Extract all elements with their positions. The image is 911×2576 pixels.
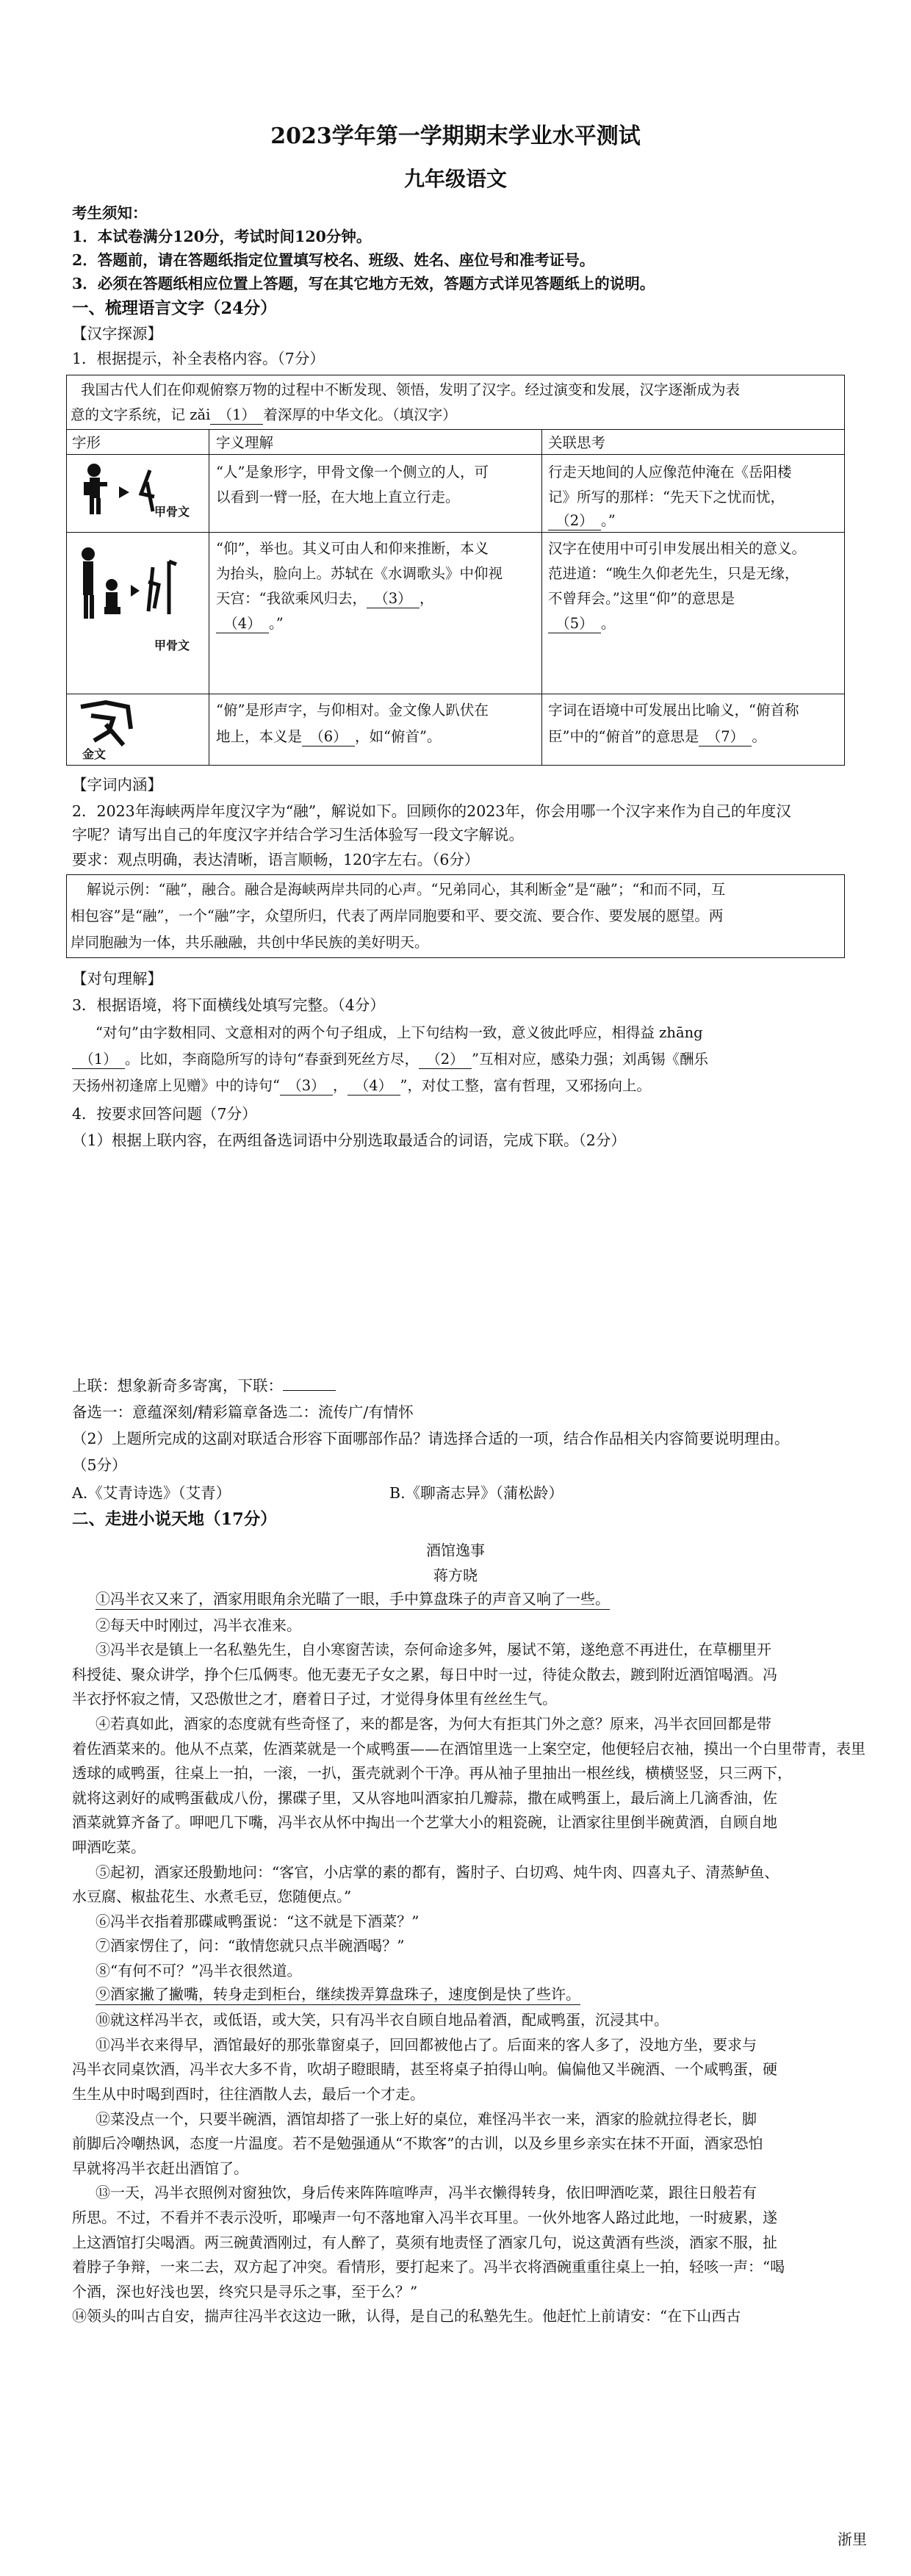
table-intro-line [71,403,835,427]
row2-meaning: “仰”，举也。其义可由人和仰来推断，本义 [216,540,489,557]
notice-item: 2．答题前，请在答题纸指定位置填写校名、班级、姓名、座位号和准考证号。 [72,251,595,269]
couplet-answer-blank[interactable] [283,1390,336,1391]
glyph-label: 甲骨文 [154,638,190,652]
section-heading: 一、梳理语言文字（24分） [72,299,277,318]
answer-blank-q3-4[interactable]: （4） [348,1077,400,1095]
story-line: ⑫菜没点一个，只要半碗酒，酒馆却搭了一张上好的桌位，难怪冯半衣一来，酒家的脸就拉得老长，脚 [96,2109,757,2128]
couplet-text: 上联：想象新奇多寄寓，下联： [72,1377,283,1395]
row2-thinking: 范进道：“晚生久仰老先生，只是无缘， [548,565,799,582]
notice-heading: 考生须知： [72,204,148,222]
answer-blank-1[interactable]: （1） [210,406,263,425]
answer-blank-q3-3[interactable]: （3） [280,1077,333,1095]
example-line: 岸同胞融为一体，共乐融融，共创中华民族的美好明天。 [71,934,429,951]
comma: ， [332,1077,348,1094]
story-line: ⑤起初，酒家还殷勤地问：“客官，小店掌的素的都有，酱肘子、白切鸡、炖牛肉、四喜丸子、清蒸鲈鱼、 [96,1863,779,1881]
story-line: ②每天中时刚过，冯半衣准来。 [96,1616,301,1634]
q3-text: ”，对仗工整，富有哲理，又邪扬向上。 [400,1077,651,1094]
story-line: 生生从中时喝到酉时，往往酒散人去，最后一个才走。 [72,2085,425,2103]
story-line: ③冯半衣是镇上一名私塾先生，自小寒窗苦读，奈何命途多舛，屡试不第，遂绝意不再进仕，在草棚里开 [96,1641,771,1659]
couplet-options: 备选一：意蕴深刻/精彩篇章备选二：流传广/有情怀 [72,1403,414,1421]
col-header-meaning: 字义理解 [216,434,274,451]
story-line: 早就将冯半衣赶出酒馆了。 [72,2159,248,2177]
section-heading: 二、走进小说天地（17分） [72,1510,277,1529]
exam-title: 2023学年第一学期期末学业水平测试 [270,123,641,149]
choice-a: A.《艾青诗选》（艾青） [72,1484,231,1502]
story-line: 前脚后冷嘲热讽，态度一片温度。若不是勉强通从“不欺客”的古训，以及乡里乡亲实在抹不开面，酒家恐怕 [72,2134,763,2153]
tag-duiju: 【对句理解】 [72,970,162,987]
row3-meaning: “俯”是形声字，与仰相对。金文像人趴伏在 [216,702,489,719]
choice-b: B.《聊斋志异》（蒲松龄） [389,1484,563,1502]
story-author: 蒋方晓 [433,1566,478,1584]
story-line: 冯半衣同桌饮酒，冯半衣大多不肯，吹胡子瞪眼睛，甚至将桌子拍得山响。偏偏他又半碗酒、一个咸鸭蛋，硬 [72,2060,777,2079]
row3-text: ，如“俯首”。 [355,728,442,745]
story-line: ⑭领头的叫古自安，揣声往冯半衣这边一瞅，认得，是自己的私塾先生。他赶忙上前请安：“在下山西古 [72,2307,741,2325]
story-line: 水豆腐、椒盐花生、水煮毛豆，您随便点。” [72,1888,352,1906]
row2-meaning [216,586,434,611]
answer-blank-q3-2[interactable]: （2） [419,1051,472,1069]
question-2: 字呢？请写出自己的年度汉字并结合学习生活体验写一段文字解说。 [72,826,524,843]
question-3: 3．根据语境，将下面横线处填写完整。（4分） [72,996,385,1014]
row3-meaning [216,724,441,749]
row2-thinking [548,611,616,636]
answer-blank-q3-1[interactable]: （1） [72,1051,125,1069]
notice-item: 3．必须在答题纸相应位置上答题，写在其它地方无效，答题方式详见答题纸上的说明。 [72,275,655,292]
tag-neihan: 【字词内涵】 [72,776,162,794]
story-line: 就将这剥好的咸鸭蛋截成八份，摞碟子里，又从容地叫酒家拍几瓣蒜，撒在咸鸭蛋上，最后滴上几滴香油，佐 [72,1788,777,1807]
story-line: 上这酒馆打尖喝酒。两三碗黄酒刚过，有人醉了，莫须有地责怪了酒家几句，说这黄酒有些淡，酒家不服，扯 [72,2233,777,2251]
question-4: 4．按要求回答问题（7分） [72,1105,257,1123]
row3-thinking [548,724,766,749]
story-line: 所思。不过，不看并不表示没听，耶噪声一句不落地窜入冯半衣耳里。一伙外地客人路过此地，一时疲累，遂 [72,2209,777,2226]
glyph-label: 金文 [82,747,107,761]
q3-text: ”互相对应，感染力强；刘禹锡《酬乐 [471,1051,708,1068]
answer-blank-3[interactable]: （3） [367,590,420,608]
row1-thinking [548,508,616,533]
story-line: ④若真如此，酒家的态度就有些奇怪了，来的都是客，为何大有拒其门外之意？原来，冯半衣回回都是带 [96,1715,771,1733]
story-line: 半衣抒怀寂之情，又恐傲世之才，磨着日子过，才觉得身体里有丝丝生气。 [72,1690,557,1708]
period: 。 [601,615,616,632]
answer-blank-6[interactable]: （6） [302,728,355,746]
story-line: 透球的咸鸭蛋，往桌上一拍，一滚，一扒，蛋壳就剥个干净。再从袖子里抽出一根丝线，横横竖竖，只三两下， [72,1764,792,1782]
question-4-1: （1）根据上联内容，在两组备选词语中分别选取最适合的词语，完成下联。（2分） [72,1132,626,1149]
answer-blank-4[interactable]: （4） [216,615,269,633]
tag-hanzi: 【汉字探源】 [72,325,162,342]
footer-mark: 浙里 [838,2530,867,2548]
q3-passage: “对句”由字数相同、文意相对的两个句子组成，上下句结构一致，意义彼此呼应，相得益 zhāng [96,1024,703,1041]
row3-text: 地上，本义是 [216,728,303,745]
col-header-thinking: 关联思考 [548,434,606,451]
story-line: 着脖子争辩，一来二去，双方起了冲突。看情形，要打起来了。冯半衣将酒碗重重往桌上一拍，轻咳一声：“喝 [72,2258,785,2276]
story-line: ⑨酒家撇了撇嘴，转身走到柜台，继续拨弄算盘珠子，速度倒是快了些许。 [96,1984,580,2005]
story-line: ①冯半衣又来了，酒家用眼角余光瞄了一眼，手中算盘珠子的声音又响了一些。 [96,1589,610,1610]
story-line: ⑧“有何不可？”冯半衣很然道。 [96,1962,302,1979]
table-rule [66,532,845,533]
answer-blank-5[interactable]: （5） [548,615,601,633]
question-2: 2．2023年海峡两岸年度汉字为“融”，解说如下。回顾你的2023年，你会用哪一个汉字来作为自己的年度汉 [72,802,791,820]
couplet-line [72,1374,836,1397]
q3-passage [72,1074,836,1098]
table-rule [66,429,845,430]
row2-meaning [216,611,284,636]
row1-thinking: 记》所写的那样：“先天下之忧而忧， [548,489,785,506]
story-line: ⑪冯半衣来得早，酒馆最好的那张靠窗桌子，回回都被他占了。后面来的客人多了，没地方坐，要求与 [96,2035,757,2054]
story-line: 个酒，深也好浅也罢，终究只是寻乐之事，至于么？” [72,2282,418,2300]
story-line: ⑬一天，冯半衣照例对窗独饮，身后传来阵阵喧哗声，冯半衣懒得转身，依旧呷酒吃菜，跟往日般若有 [96,2184,757,2202]
glyph-yang-oracle [72,538,207,689]
question-4-2: （5分） [72,1456,127,1474]
raise-glyph-icon [72,538,207,689]
row2-text: 天宫：“我欲乘风归去， [216,590,367,607]
row3-text: 臣”中的“俯首”的意思是 [548,728,699,745]
glyph-label: 甲骨文 [154,505,190,519]
example-line: 解说示例：“融”，融合。融合是海峡两岸共同的心声。“兄弟同心，其利断金”是“融”；“和而不同，互 [87,881,726,898]
row1-thinking: 行走天地间的人应像范仲淹在《岳阳楼 [548,464,792,481]
story-line: 呷酒吃菜。 [72,1838,145,1856]
row2-thinking: 汉字在使用中可引申发展出相关的意义。 [548,540,807,557]
row3-thinking: 字词在语境中可发展出比喻义，“俯首称 [548,702,799,719]
story-line: 酒菜就算齐备了。呷吧几下嘴，冯半衣从怀中掏出一个艺掌大小的粗瓷碗，让酒家往里倒半碗黄酒，自顾自地 [72,1813,777,1832]
story-line: 科授徒、聚众讲学，挣个仨瓜俩枣。他无妻无子女之累，每日中时一过，待徒众散去，踱到附近酒馆喝酒。冯 [72,1665,777,1683]
q3-text: 天扬州初逢席上见赠》中的诗句“ [72,1077,280,1094]
period: 。 [752,728,766,745]
story-line: ⑩就这样冯半衣，或低语，或大笑，只有冯半衣自顾自地品着酒，配咸鸭蛋，沉浸其中。 [96,2011,669,2029]
col-header-glyph: 字形 [72,434,101,451]
story-line: ⑥冯半衣指着那碟咸鸭蛋说：“这不就是下酒菜？” [96,1912,420,1930]
exam-subtitle: 九年级语文 [403,167,507,191]
answer-blank-7[interactable]: （7） [699,728,752,746]
question-1: 1．根据提示，补全表格内容。（7分） [72,350,325,367]
q3-text: 。比如，李商隐所写的诗句“春蚕到死丝方尽， [125,1051,419,1068]
table-rule [66,454,845,455]
intro-text: 意的文字系统，记 zǎi [71,406,211,423]
story-line: ⑦酒家愣住了，问：“敢情您就只点半碗酒喝？” [96,1937,405,1955]
row1-meaning: 以看到一臂一胫，在大地上直立行走。 [216,489,460,506]
quote-close: 。” [269,615,284,632]
comma: ， [419,590,434,607]
story-title: 酒馆逸事 [426,1541,485,1559]
story-line: 着佐酒菜来的。他从不点菜，佐酒菜就是一个咸鸭蛋——在酒馆里选一上案空定，他便轻启衣袖，摸出一个白里带青，表里 [72,1739,865,1757]
table-rule [541,429,542,766]
q3-passage [72,1048,836,1071]
quote-close: 。” [601,512,616,529]
example-line: 相包容”是“融”，一个“融”字，众望所归，代表了两岸同胞要和平、要交流、要合作、要发展的愿望。两 [71,907,724,924]
table-intro-line: 我国古代人们在仰观俯察万物的过程中不断发现、领悟，发明了汉字。经过演变和发展，汉字逐渐成为表 [81,381,741,398]
row1-meaning: “人”是象形字，甲骨文像一个侧立的人，可 [216,464,489,481]
intro-text: 着深厚的中华文化。（填汉字） [263,406,457,423]
row2-thinking: 不曾拜会。”这里“仰”的意思是 [548,590,735,607]
answer-blank-2[interactable]: （2） [548,512,601,530]
question-2-req: 要求：观点明确，表达清晰，语言顺畅，120字左右。（6分） [72,851,480,868]
question-4-2: （2）上题所完成的这副对联适合形容下面哪部作品？请选择合适的一项，结合作品相关内容简要说明理由。 [72,1430,790,1447]
row2-meaning: 为抬头，脸向上。苏轼在《水调歌头》中仰视 [216,565,503,582]
notice-item: 1．本试卷满分120分，考试时间120分钟。 [72,228,372,245]
